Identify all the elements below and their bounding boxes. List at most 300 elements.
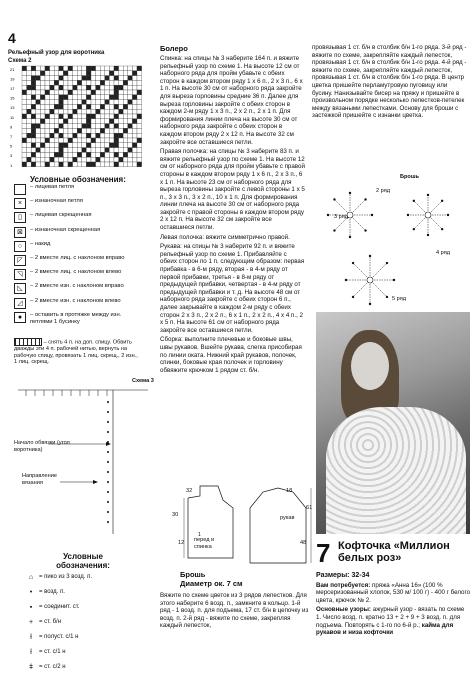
chart2-title: Рельефный узор для воротника	[8, 50, 105, 56]
chart2-cell	[100, 85, 105, 90]
chart2-cell	[68, 128, 73, 133]
chart2-cell	[91, 143, 96, 148]
chart2-cell	[77, 133, 82, 138]
chart2-cell	[132, 71, 137, 76]
chart2-cell	[68, 124, 73, 129]
chart2-cell	[86, 148, 91, 153]
chart2-cell	[132, 124, 137, 129]
chart2-cell	[36, 76, 41, 81]
chart2-cell	[105, 148, 110, 153]
chart2-cell	[77, 109, 82, 114]
cable-symbol-icon	[14, 338, 42, 346]
chart2-cell	[128, 114, 133, 119]
chart2-cell	[119, 109, 124, 114]
chart2-cell	[86, 138, 91, 143]
chart2-cell	[40, 76, 45, 81]
chart2-cell	[59, 76, 64, 81]
chart2-cell	[137, 124, 142, 129]
chart2-cell	[40, 80, 45, 85]
chart3-diagram	[8, 382, 156, 542]
chart2-cell	[59, 148, 64, 153]
chart2-cell	[36, 66, 41, 71]
chart2-cell	[36, 124, 41, 129]
brooch-row-label: 4 ряд	[436, 250, 451, 256]
brooch-petal-tip	[386, 262, 388, 264]
chart2-cell	[31, 157, 36, 162]
patterns-tail: кайма для рукавов и низа кофточки	[316, 621, 454, 637]
chart2-cell	[27, 109, 32, 114]
chart2-cell	[82, 76, 87, 81]
chart2-cell	[31, 162, 36, 167]
chart2-cell	[59, 138, 64, 143]
chart2-cell	[86, 143, 91, 148]
chart2-cell	[63, 152, 68, 157]
chart2-cell	[31, 128, 36, 133]
chart2-cell	[105, 109, 110, 114]
brooch-petal-tip	[427, 234, 429, 236]
chart2-cell	[100, 157, 105, 162]
chart2-cell	[36, 114, 41, 119]
chart2-cell	[77, 148, 82, 153]
legend-item-text: – накид	[30, 240, 51, 247]
chart2-cell	[45, 128, 50, 133]
chart2-cell	[105, 128, 110, 133]
legend-item-text: – 2 вместе изн. с наклоном вправо	[30, 283, 124, 290]
chart2-cell	[22, 152, 27, 157]
schematic-dimension: 48	[300, 540, 307, 546]
chart2-cell	[40, 104, 45, 109]
brooch-diagram-label: Брошь	[400, 174, 419, 180]
chart2-cell	[132, 104, 137, 109]
chart2-cell	[105, 133, 110, 138]
chart2-cell	[100, 109, 105, 114]
chart2-cell	[36, 148, 41, 153]
chart2-cell	[96, 95, 101, 100]
chart2-cell	[36, 95, 41, 100]
chart2-cell	[114, 119, 119, 124]
chart2-cell	[128, 119, 133, 124]
legend-item-text: – 2 вместе лиц. с наклоном вправо	[30, 255, 125, 261]
chart2-cell	[91, 100, 96, 105]
chart2-cell	[59, 80, 64, 85]
chart2-cell	[137, 109, 142, 114]
legend-title: Условные обозначения:	[30, 175, 126, 184]
chart2-cell	[96, 133, 101, 138]
chart2-cell	[22, 148, 27, 153]
chart2-cell	[27, 95, 32, 100]
chart2-cell	[54, 90, 59, 95]
chart2-cell	[45, 85, 50, 90]
chart2-cell	[82, 95, 87, 100]
chart2-cell	[123, 138, 128, 143]
chart2-cell	[105, 124, 110, 129]
chart2-cell	[119, 114, 124, 119]
chart2-cell	[45, 162, 50, 167]
chart2-cell	[36, 85, 41, 90]
chart2-cell	[91, 66, 96, 71]
chart2-cell	[109, 133, 114, 138]
chart2-cell	[100, 119, 105, 124]
brooch-petal-tip	[327, 214, 329, 216]
brooch-petal-tip	[371, 214, 373, 216]
chart2-cell	[68, 119, 73, 124]
chart2-cell	[54, 114, 59, 119]
chart2-cell	[31, 76, 36, 81]
chart2-cell	[59, 104, 64, 109]
chart2-cell	[40, 128, 45, 133]
chart2-cell	[82, 100, 87, 105]
legend2-symbol-icon: +	[28, 619, 34, 626]
chart2-cell	[119, 162, 124, 167]
model-number: 7	[316, 538, 331, 568]
chart2-cell	[59, 133, 64, 138]
chart2-cell	[91, 119, 96, 124]
chart2-cell	[54, 138, 59, 143]
chart2-cell	[31, 148, 36, 153]
schematic-dimension: 12	[178, 540, 185, 546]
chart2-cell	[40, 138, 45, 143]
needed-label: Вам потребуется:	[316, 581, 371, 589]
chart2-cell	[86, 104, 91, 109]
chart2-cell	[109, 138, 114, 143]
chart2-cell	[40, 85, 45, 90]
chart2-cell	[100, 100, 105, 105]
chart2-row-number: 15	[10, 95, 15, 101]
chart2-row-number: 21	[10, 66, 15, 72]
chart2-cell	[31, 100, 36, 105]
model-needed	[316, 582, 471, 605]
chart2-cell	[40, 95, 45, 100]
chart2-cell	[63, 124, 68, 129]
chart2-cell	[63, 109, 68, 114]
chart2-cell	[50, 114, 55, 119]
chart2-cell	[137, 100, 142, 105]
chart2-cell	[105, 95, 110, 100]
chart2-cell	[50, 95, 55, 100]
chart2-cell	[27, 162, 32, 167]
chart2-cell	[86, 95, 91, 100]
chart2-cell	[27, 90, 32, 95]
chart2-cell	[119, 133, 124, 138]
legend2-item	[26, 589, 65, 596]
chart2-cell	[82, 148, 87, 153]
chart2-cell	[100, 66, 105, 71]
chart2-cell	[31, 90, 36, 95]
chart2-cell	[77, 95, 82, 100]
chart2-cell	[22, 85, 27, 90]
chart2-cell	[22, 138, 27, 143]
chart2-cell	[100, 124, 105, 129]
chart2-cell	[137, 90, 142, 95]
chart2-cell	[100, 114, 105, 119]
chart2-cell	[82, 157, 87, 162]
chart2-cell	[45, 104, 50, 109]
chart2-cell	[73, 162, 78, 167]
chart2-cell	[119, 152, 124, 157]
chart2-cell	[82, 133, 87, 138]
chart2-cell	[54, 66, 59, 71]
chart2-cell	[109, 157, 114, 162]
chart2-cell	[40, 71, 45, 76]
chart2-cell	[132, 119, 137, 124]
brooch-petal-stroke	[431, 218, 442, 229]
chart2-cell	[40, 119, 45, 124]
legend-item	[14, 198, 129, 209]
brooch-petal-tip	[345, 279, 347, 281]
chart2-cell	[114, 80, 119, 85]
brooch-petal-stroke	[353, 218, 366, 231]
chart2-cell	[132, 114, 137, 119]
chart2-cell	[22, 109, 27, 114]
chart2-cell	[31, 138, 36, 143]
chart2-cell	[54, 143, 59, 148]
chart2-cell	[63, 71, 68, 76]
chart2-cell	[68, 138, 73, 143]
chart2-cell	[82, 109, 87, 114]
chart2-cell	[68, 90, 73, 95]
legend2-item	[26, 664, 66, 671]
chart2-cell	[77, 104, 82, 109]
chart2-cell	[27, 114, 32, 119]
chart2-cell	[123, 76, 128, 81]
chart2-cell	[54, 148, 59, 153]
chart2-cell	[128, 152, 133, 157]
chart2-cell	[100, 152, 105, 157]
chart2-cell	[68, 114, 73, 119]
brooch-petal-tip	[349, 236, 351, 238]
chart2-cell	[132, 66, 137, 71]
chart2-cell	[54, 133, 59, 138]
chart2-cell	[91, 124, 96, 129]
legend-item	[14, 184, 129, 195]
chart2-cell	[132, 162, 137, 167]
chart2-cell	[77, 143, 82, 148]
chart2-cell	[54, 80, 59, 85]
chart2-cell	[86, 66, 91, 71]
chart2-cell	[54, 85, 59, 90]
chart2-cell	[105, 162, 110, 167]
brooch-flower-center	[367, 277, 373, 283]
chart2-cell	[77, 152, 82, 157]
chart2-cell	[82, 80, 87, 85]
chart2-cell	[132, 138, 137, 143]
legend-symbol-icon: ⊠	[14, 227, 26, 238]
chart2-cell	[73, 133, 78, 138]
chart2-cell	[36, 133, 41, 138]
chart2-cell	[40, 66, 45, 71]
chart2-cell	[27, 76, 32, 81]
chart2-cell	[119, 100, 124, 105]
chart2-cell	[36, 138, 41, 143]
chart2-cell	[54, 124, 59, 129]
chart2-cell	[45, 100, 50, 105]
chart2-cell	[45, 109, 50, 114]
chart2-cell	[31, 143, 36, 148]
chart2-cell	[68, 152, 73, 157]
chart2-row-number: 19	[10, 76, 15, 82]
chart3-direction-label: Направление вязания	[22, 473, 57, 486]
chart2-cell	[128, 80, 133, 85]
chart2-cell	[109, 100, 114, 105]
chart2-cell	[91, 152, 96, 157]
chart2-cell	[100, 90, 105, 95]
chart2-cell	[86, 152, 91, 157]
chart2-cell	[109, 71, 114, 76]
chart2-cell	[77, 71, 82, 76]
legend2-symbol-icon: ł	[30, 634, 32, 641]
schematic-dimension: 61	[306, 505, 313, 511]
chart2-cell	[45, 148, 50, 153]
chart2-cell	[100, 143, 105, 148]
chart2-cell	[105, 80, 110, 85]
brooch-petal-tip	[413, 200, 415, 202]
chart2-cell	[27, 138, 32, 143]
chart2-cell	[73, 143, 78, 148]
chart2-cell	[73, 148, 78, 153]
chart2-cell	[68, 143, 73, 148]
chart2-cell	[114, 71, 119, 76]
chart2-cell	[128, 133, 133, 138]
legend-item	[14, 212, 129, 223]
chart2-cell	[54, 100, 59, 105]
chart2-cell	[59, 114, 64, 119]
chart2-cell	[100, 162, 105, 167]
chart2-cell	[91, 162, 96, 167]
chart2-cell	[31, 109, 36, 114]
chart2-cell	[91, 90, 96, 95]
chart2-cell	[36, 90, 41, 95]
chart2-cell	[50, 148, 55, 153]
chart2-cell	[73, 124, 78, 129]
chart2-cell	[63, 104, 68, 109]
chart2-cell	[132, 128, 137, 133]
chart2-cell	[132, 80, 137, 85]
brooch-petal-tip	[369, 255, 371, 257]
legend2-title: Условные обозначения:	[56, 552, 110, 570]
chart2-cell	[50, 138, 55, 143]
chart2-cell	[54, 157, 59, 162]
chart2-cell	[22, 133, 27, 138]
chart2-cell	[22, 95, 27, 100]
model-details	[316, 572, 471, 637]
chart2-cell	[68, 80, 73, 85]
chart3-side-mark	[107, 461, 109, 463]
chart2-cell	[63, 138, 68, 143]
legend-symbol-icon: ▯	[14, 212, 26, 223]
chart2-cell	[73, 90, 78, 95]
schematic-dimension: 30	[172, 512, 179, 518]
chart2-cell	[123, 80, 128, 85]
chart2-cell	[105, 71, 110, 76]
chart2-cell	[137, 85, 142, 90]
patterns-label: Основные узоры:	[316, 606, 371, 614]
chart2-cell	[54, 128, 59, 133]
chart2-cell	[128, 124, 133, 129]
chart2-cell	[109, 143, 114, 148]
legend-item-text: – изнаночная петля	[30, 198, 83, 205]
chart2-cell	[82, 162, 87, 167]
chart2-cell	[68, 148, 73, 153]
chart3-side-mark	[107, 451, 109, 453]
chart2-cell	[45, 143, 50, 148]
chart2-cell	[82, 114, 87, 119]
chart2-cell	[119, 124, 124, 129]
legend2-item-text: = ст. б/н	[39, 619, 62, 625]
legend2-item-text: = ст. с/1 н	[39, 649, 66, 655]
chart2-cell	[86, 85, 91, 90]
chart2-cell	[128, 143, 133, 148]
legend-item	[14, 283, 129, 294]
chart3-title: Схема 3	[132, 378, 154, 384]
chart2-cell	[96, 80, 101, 85]
chart2-cell	[50, 100, 55, 105]
chart2-cell	[22, 76, 27, 81]
chart2-cell	[123, 119, 128, 124]
chart2-cell	[68, 109, 73, 114]
chart2-cell	[91, 128, 96, 133]
brooch-petal-tip	[364, 198, 366, 200]
chart2-cell	[50, 143, 55, 148]
chart2-cell	[114, 114, 119, 119]
left-front-text: Левая полочка: вяжите симметрично правой.	[160, 233, 290, 241]
chart2-cell	[128, 90, 133, 95]
brooch-row-label: 3 ряд	[334, 214, 349, 220]
legend-item-text: – оставить в протяжке между изн. петлями 1 бусинку	[30, 311, 122, 325]
legend2-item	[26, 634, 78, 641]
model-photo	[316, 312, 470, 534]
chart2-cell	[22, 114, 27, 119]
chart2-cell	[63, 143, 68, 148]
chart2-cell	[59, 85, 64, 90]
chart2-cell	[119, 85, 124, 90]
chart2-cell	[54, 71, 59, 76]
chart2-cell	[119, 138, 124, 143]
chart2-cell	[137, 80, 142, 85]
chart2-cell	[123, 90, 128, 95]
legend-cable	[14, 338, 139, 366]
chart2-cell	[86, 128, 91, 133]
brooch-petal-stroke	[373, 263, 387, 277]
schematic-sleeve-label: рукав	[280, 515, 295, 521]
chart2-cell	[132, 157, 137, 162]
chart2-cell	[128, 100, 133, 105]
chart2-cell	[109, 124, 114, 129]
chart2-cell	[132, 100, 137, 105]
chart2-cell	[45, 133, 50, 138]
chart2-cell	[63, 114, 68, 119]
chart2-cell	[31, 133, 36, 138]
right-front-text: Правая полочка: на спицы № 3 наберите 83 п. и вяжите рельефный узор по схеме 1. На высоте 12 см от наборного ряда для пройм убавьте с правой стороны в каждом втором ряду 1 х 6 п., 2 х 3 п., 6 х 1 п. На высоте 23 см от наборного ряда для выреза горловины закройте с левой стороны 1 х 5 п., 3 х 3 п., 3 х 2 п., 10 х 1 п. Для формирования линии плеча на высоте 30 см от наборного ряда закройте с правой стороны в каждом втором ряду 2 х 12 п. На высоте 32 см закройте все оставшиеся петли.	[160, 148, 305, 232]
chart2-cell	[40, 152, 45, 157]
chart2-cell	[82, 143, 87, 148]
chart2-cell	[109, 128, 114, 133]
assembly-text: Сборка: выполните плечевые и боковые швы, швы рукавов. Вшейте рукава, слегка присобирая по линии оката. Нижний край рукавов, полочек, спинки, боковые края полочек и горловину обвяжите крючком 1 рядом ст. б/н.	[160, 336, 302, 374]
chart2-cell	[105, 114, 110, 119]
chart2-cell	[50, 152, 55, 157]
chart2-cell	[132, 152, 137, 157]
chart2-cell	[27, 152, 32, 157]
chart2-cell	[77, 114, 82, 119]
brooch-petal-stroke	[431, 201, 442, 212]
chart2-cell	[123, 100, 128, 105]
chart2-cell	[59, 90, 64, 95]
legend2-symbol-icon: ǂ	[28, 664, 34, 671]
needed-text: пряжа «Анна 16» (100 % мерсеризованный хлопок, 530 м/ 100 г) - 400 г белого цвета, крючок № 2.	[316, 581, 471, 604]
chart2-cell	[128, 71, 133, 76]
chart2-cell	[73, 95, 78, 100]
chart2-cell	[45, 124, 50, 129]
chart2-cell	[105, 138, 110, 143]
